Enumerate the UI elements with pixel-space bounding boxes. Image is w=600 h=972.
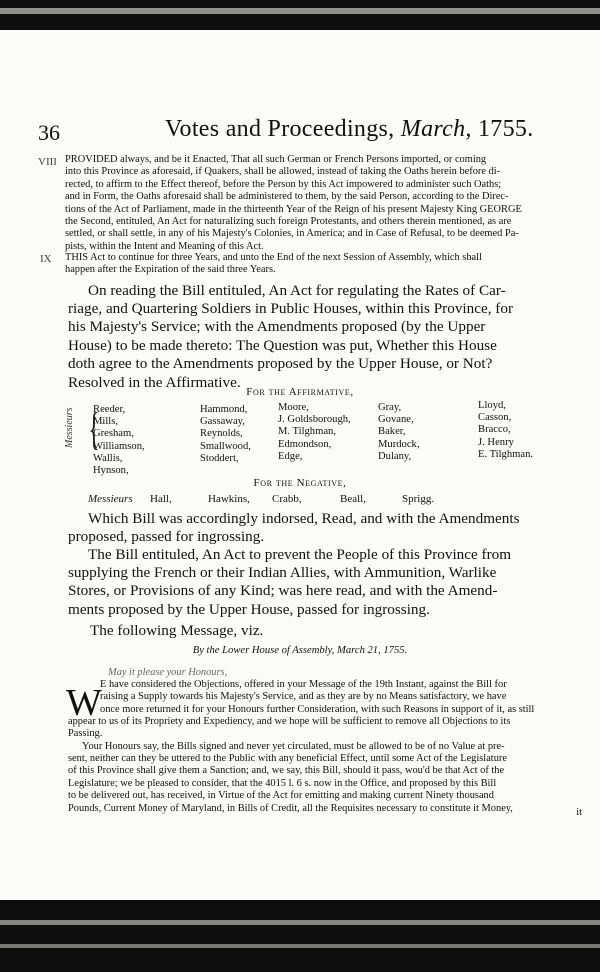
member-name: Govane, [378,414,414,426]
member-name: Gresham, [93,428,134,440]
indorsed-paragraph [88,510,583,528]
message-line: of this Province shall give them a Sanction; and, we say, this Bill, should it pass, wou'd be that Act of the [68,765,505,777]
message-line: Legislature; we be pleased to consider, that the 4015 l. 6 s. now in the Office, and proposed by this Bill [68,777,497,789]
member-name: M. Tilghman, [278,426,336,438]
negative-label: Messieurs [88,493,133,505]
paragraph-line: The Bill entituled, An Act to prevent the People of this Province from [88,546,512,563]
paragraph-line: On reading the Bill entituled, An Act for regulating the Rates of Car- [88,282,506,299]
negative-member: Hall, [150,493,172,505]
message-paragraph-2-head [82,741,583,753]
clause-ix [65,252,583,277]
message-paragraph-2 [68,753,583,815]
message-line: once more returned it for your Honours further Consideration, with such Reasons in support of it, as still [100,703,535,715]
member-name: J. Henry [478,436,514,448]
member-name: Dulany, [378,450,412,462]
clause-line: PROVIDED always, and be it Enacted, That all such German or French Persons imported, or coming [65,154,487,165]
affirmative-column-3 [278,402,351,463]
paragraph-line: doth agree to the Amendments proposed by the Upper House, or Not? [68,355,493,373]
clause-line: THIS Act to continue for three Years, and unto the End of the next Session of Assembly, which shall [65,252,482,263]
negative-member: Sprigg. [402,493,435,505]
message-dateline: By the Lower House of Assembly, March 21, 1755. [192,645,408,656]
member-name: E. Tilghman. [478,448,534,460]
member-name: Casson, [478,412,512,424]
member-name: Murdock, [378,438,420,450]
running-header [165,116,534,143]
member-name: Lloyd, [478,400,506,411]
message-line: sent, neither can they be uttered to the Public with any beneficial Effect, until some Act of the Legislature [68,753,507,764]
member-name: Edmondson, [278,438,332,450]
clause-line: the Second, entituled, An Act for naturalizing such foreign Protestants, and others therein mentioned, as are [65,216,512,228]
message-line: E have considered the Objections, offered in your Message of the 19th Instant, against the Bill for [100,679,507,690]
brace-mark: { [88,403,100,454]
second-bill-paragraph-cont [68,564,583,619]
paragraph-line: proposed, passed for ingrossing. [68,528,265,545]
member-name: Smallwood, [200,440,251,452]
message-salutation: May it please your Honours, [108,667,228,678]
message-line: raising a Supply towards his Majesty's Service, and as they are by no Means satisfactory, we have [100,691,507,703]
bill-paragraph-cont [68,300,583,392]
member-name: Gray, [378,402,402,413]
member-name: Stoddert, [200,452,239,464]
indorsed-paragraph-cont [68,528,583,546]
page-number: 36 [38,120,60,145]
drop-cap: W [66,682,102,724]
paragraph-line: supplying the French or their Indian Allies, with Ammunition, Warlike [68,564,497,581]
catchword: it [576,807,582,818]
negative-member: Beall, [340,493,366,505]
clause-viii [65,154,583,253]
message-line: Pounds, Current Money of Maryland, in Bills of Credit, all the Requisites necessary to constitute it Money, [68,802,513,814]
paragraph-line: House) to be made thereto: The Question was put, Whether this House [68,336,497,354]
member-name: Wallis, [93,452,123,464]
paragraph-line: his Majesty's Service; with the Amendments proposed (by the Upper [68,318,486,336]
second-bill-paragraph [88,546,583,564]
member-name: Hynson, [93,465,129,477]
clause-line: settled, or shall settle, in any of his Majesty's Colonies, in America; and in Case of Refusal, to be deemed Pa- [65,228,519,240]
member-name: Reeder, [93,404,126,415]
affirmative-column-2 [200,404,251,465]
member-name: J. Goldsborough, [278,414,351,426]
header-year: 1755. [478,116,534,142]
member-name: Mills, [93,416,119,428]
member-name: Hammond, [200,404,248,415]
message-intro: The following Message, viz. [90,622,264,639]
member-name: Bracco, [478,424,511,436]
message-paragraph-1-tail [68,716,583,741]
scan-border-top [0,0,600,30]
message-line: Passing. [68,728,103,740]
scan-border-bottom [0,900,600,972]
margin-mark-viii: VIII [38,156,57,168]
bill-paragraph [88,282,583,300]
paragraph-line: Resolved in the Affirmative. [68,373,241,391]
paragraph-line: Stores, or Provisions of any Kind; was here read, and with the Amend- [68,582,498,600]
affirmative-column-1 [93,404,145,477]
header-month: March, [400,116,472,142]
member-name: Baker, [378,426,406,438]
clause-line: into this Province as aforesaid, if Quakers, shall be allowed, instead of taking the Oaths herein before di- [65,166,501,178]
affirmative-column-5 [478,400,533,461]
paragraph-line: Which Bill was accordingly indorsed, Read, and with the Amendments [88,510,520,527]
affirmative-column-4 [378,402,420,463]
paragraph-line: riage, and Quartering Soldiers in Public Houses, within this Province, for [68,300,514,317]
clause-line: pists, within the Intent and Meaning of this Act. [65,240,264,252]
member-name: Reynolds, [200,428,243,440]
member-name: Gassaway, [200,416,245,428]
message-line: to be delivered out, has received, in Virtue of the Act for emitting and making current Ninety thousand [68,790,494,802]
affirmative-heading: For the Affirmative, [246,386,354,398]
message-line: appear to us of its Propriety and Expediency, and we hope will be sufficient to remove all Objections to its [68,716,511,727]
clause-line: happen after the Expiration of the said three Years. [65,264,276,276]
negative-member: Crabb, [272,493,302,505]
message-line: Your Honours say, the Bills signed and never yet circulated, must be allowed to be of no Value at pre- [82,741,505,752]
clause-line: rected, to affirm to the Effect thereof, before the Person by this Act impowered to administer such Oaths; [65,178,502,190]
member-name: Moore, [278,402,309,413]
header-title: Votes and Proceedings, [165,116,395,142]
paragraph-line: ments proposed by the Upper House, passed for ingrossing. [68,600,430,618]
member-name: Williamson, [93,440,145,452]
negative-heading: For the Negative, [253,477,347,489]
margin-mark-ix: IX [40,253,52,265]
clause-line: and in Form, the Oaths aforesaid shall be administered to them, by the said Person, according to the Direc- [65,191,509,203]
negative-member: Hawkins, [208,493,250,505]
clause-line: tions of the Act of Parliament, made in the thirteenth Year of the Reign of his present Majesty King GEORGE [65,203,522,215]
member-name: Edge, [278,450,303,462]
message-paragraph-1-head [100,679,583,716]
messieurs-label: Messieurs [64,407,75,448]
